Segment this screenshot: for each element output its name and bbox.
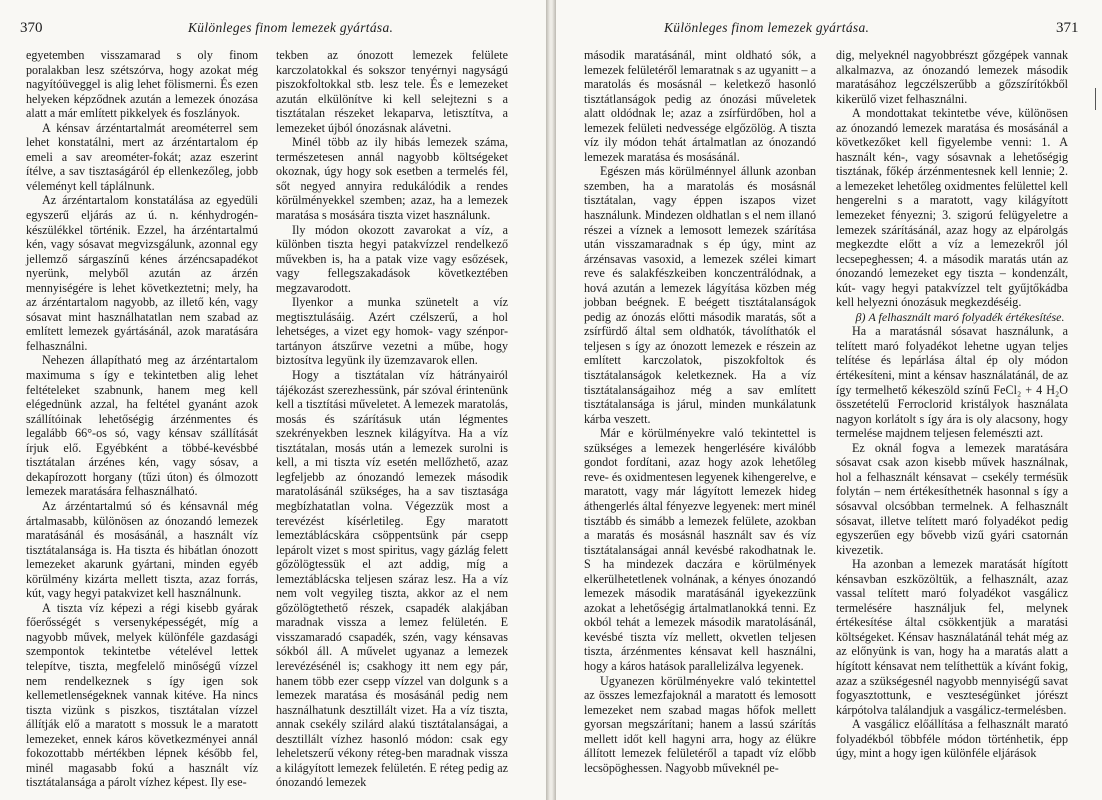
paragraph: Nehezen állapítható meg az árzéntartalom maximuma s így e tekintetben alig lehet feltételeket szabnunk, hanem meg kell elégednünk azzal, ha feltétel gyanánt azok szállítóinak lehetőségig árzénmentes és legalább 66°-os só, vagy kénsav szállítását írjuk elő. Egyébként a többé-kevésbbé tisztátalan árzénes kén, vagy sósav, a dekapírozott horgany (tűzi úton) és ólmozott lemezek maratására felhasználható. — [26, 353, 258, 499]
paragraph: Egészen más körülménnyel állunk azonban szemben, ha a maratolás és mosásnál tisztátalan, vagy éppen iszapos vizet használunk. Mindezen oldhatlan s el nem illanó részei a víznek a lemosott lemezek szárítása után visszamaradnak s ép úgy, mint az árzénsavas vasoxid, a lemezek szélei kimart reve és salakfészkeiben konczentrálódnak, a hová azután a lemezek lágyítása közben még jobban beégnek. E beégett tisztátalanságok pedig az ónozás előtti második maratás, sőt a zsírfürdő által sem oldhatók, távolíthatók el teljesen s így az ónozott lemezek e részein az említett karczolatok, piszokfoltok és tisztátalanságok keletkeznek. Ha a víz tisztátalanságaihoz még a sav említett tisztátalansága is járul, minden munkálatunk kárba veszett. — [584, 164, 816, 426]
paragraph: Az árzéntartalmú só és kénsavnál még ártalmasabb, különösen az ónozandó lemezek maratásánál és mosásánál, a használt víz tisztátalansága is. Ha tiszta és hibátlan ónozott lemezeket akarunk gyártani, minden egyéb körülmény kizárta mellett tiszta, azaz forrás, kút, vagy hegyi patakvizet kell használnunk. — [26, 498, 258, 601]
left-page — [0, 0, 546, 800]
paragraph: Minél több az ily hibás lemezek száma, természetesen annál nagyobb költségeket okoznak, úgy hogy sok esetben a termelés fél, sőt negyed annyira redukálódik a rendes körülményekkel szemben; azaz, ha a lemezek maratása s mosására tiszta vizet használunk. — [276, 135, 508, 223]
page-number-right: 371 — [1056, 20, 1079, 36]
paragraph: Ha a maratásnál sósavat használunk, a telített maró folyadékot lehetne ugyan teljes telítése és lepárlása által ép oly módon értékesíteni, mint a kénsav használatánál, de az így termelhető kékeszöld színű FeCl₂ + 4 H₂O összetételű Ferroclorid kristályok használata nagyon korlátolt s így ára is oly alacsony, hogy termelése majdnem teljesen felemészti azt. — [836, 324, 1068, 441]
paragraph: A vasgálicz előállítása a felhasznált marató folyadékból többféle módon történhetik, épp úgy, mint a hogy igen különféle eljárások — [836, 717, 1068, 761]
paragraph: Ha azonban a lemezek maratását hígított kénsavban eszközöltük, a felhasznált, azaz vassal telített maró folyadékot vasgálicz termelésére használjuk fel, melynek értékesítése által csökkentjük a maratási költségeket. Kénsav használatánál tehát még az az előnyünk is van, hogy ha a maratás alatt a hígított kénsavat nem telíthettük a kívánt fokig, azaz a szükségesnél nagyobb mennyiségű savat fogyasztottunk, e veszteségünket jórészt kárpótolva találandjuk a vasgálicz-termelésben. — [836, 557, 1068, 717]
right-column-2 — [836, 48, 1068, 761]
book-gutter — [546, 0, 556, 800]
paragraph: A tiszta víz képezi a régi kisebb gyárak főerősségét s versenyképességét, míg a nagyobb művek, melyek különféle gazdasági szempontok tekintetbe vételével lettek telepítve, tiszta, megfelelő minőségű vízzel nem rendelkeznek s így igen sok kellemetlenségeknek vannak kitéve. Ha nincs tiszta vizünk s piszkos, tisztátalan vízzel állítják elő a maratott s mossuk le a maratott lemezeket, ennek káros következményei annál fokozottabb mértékben lépnek később fel, minél magasabb fokú a használt víz tisztátalansága a párolt vízhez képest. Ily ese- — [26, 600, 258, 790]
paragraph: Az árzéntartalom konstatálása az egyedüli egyszerű eljárás az ú. n. kénhydrogén-készülékkel történik. Ezzel, ha árzéntartalmú kén, vagy sósavat megvizsgálunk, azonnal egy jellemző sárgaszínű kénes árzéncsapadékot nyerünk, melyből azután az árzén mennyiségére is lehet következtetni; mely, ha az árzéntartalom nagyobb, az illető kén, vagy sósavat mint használhatatlan nem szabad az említett lemezek gyártásánál, azok maratására felhasználni. — [26, 193, 258, 353]
paragraph: tekben az ónozott lemezek felülete karczolatokkal és sokszor tenyérnyi nagyságú piszokfoltokkal stb. lesz tele. És e lemezeket azután elkülönítve ki kell selejtezni s a tisztátalan részeket lekaparva, letisztítva, a lemezeket újból ónozásnak alávetni. — [276, 48, 508, 135]
paragraph: második maratásánál, mint oldható sók, a lemezek felületéről lemaratnak s az ugyanitt – a maratolás és mosásnál – keletkező hasonló tisztátlanságok pedig az ónozási műveletek alatt oldódnak le; azaz a zsírfürdőben, hol a lemezek felületi nedvessége elgőzölög. A tiszta víz ily módon tehát ártalmatlan az ónozandó lemezek maratása és mosásánál. — [584, 48, 816, 164]
paragraph: Ez oknál fogva a lemezek maratására sósavat csak azon kisebb művek használnak, hol a felhasznált kénsavat – csekély termésük folytán – nem értékesíthetnék hasonnal s így a sósavval olcsóbban termelnek. A felhasznált sósavat, illetve telített maró folyadékot pedig egyszerűen egy bővebb vizű gyári csatornán kivezetik. — [836, 440, 1068, 557]
left-column-1 — [26, 48, 258, 790]
left-column-2 — [276, 48, 508, 790]
paragraph: Ugyanezen körülményekre való tekintettel az összes lemezfajoknál a maratott és lemosott lemezeket nem szabad magas hőfok mellett gyorsan megszárítani; hanem a lassú szárítás mellett időt kell hagyni arra, hogy az élükre állított lemezek felületéről a tapadt víz előbb lecsöpöghessen. Nagyobb műveknél pe- — [584, 673, 816, 775]
paragraph: egyetemben visszamarad s oly finom poralakban lesz szétszórva, hogy azokat még nagyítóüveggel is alig lehet fölismerni. És ezen helyeken képződnek azután a lemezek ónozása alatt a már említett pikkelyek és foszlányok. — [26, 48, 258, 121]
paragraph: Hogy a tisztátalan víz hátrányairól tájékozást szerezhessünk, pár szóval érintenünk kell a tisztítási műveletet. A lemezek maratolás, mosás és szárításuk után légmentes szekrényekben lesznek kilágyítva. Ha a víz tisztátalan, mosás után a lemezek surolni is kell, a mi tiszta víz esetén mellőzhető, azaz legfeljebb az ónozandó lemezek második maratolásánál szükséges, ha a sav tisztasága megbízhatatlan volna. Végezzük most a terevézést kísérletileg. Egy maratott lemeztáblácskára csöppentsünk pár csepp lepárolt vizet s most spiritus, vagy gázlág felett gőzölögtessük el azt addig, míg a lemeztáblácska teljesen száraz lesz. Ha a víz nem volt vegyileg tiszta, akkor az el nem gőzölögtethető részek, csapadék alakjában maradnak vissza a lemez felületén. E visszamaradó csapadék, szén, vagy kénsavas sókból áll. A művelet ugyanaz a lemezek lerevézésénél is; csakhogy itt nem egy pár, hanem több ezer csepp vízzel van dolgunk s a lemezek maratása és mosásánál pedig nem használhatunk desztillált vizet. Ha a víz tiszta, annak csekély szilárd alakú tisztátalanságai, a desztillált vízhez hasonló módon: csak egy leheletszerű vékony réteg-ben maradnak vissza a kilágyított lemezek felületén. E réteg pedig az ónozandó lemezek — [276, 368, 508, 790]
paragraph: Már e körülményekre való tekintettel is szükséges a lemezek hengerlésére kiválóbb gondot fordítani, azaz hogy azok lehetőleg reve- és oxidmentesen legyenek kihengerelve, e maratott, vagy már lágyított lemezek hideg áthengerlés által fényezve legyenek: mert minél tisztább és simább a lemezek felülete, azokban a maratás és mosásnál használt sav és víz tisztátalanságai annál kevésbé rakodhatnak le. S ha mindezek daczára e körülmények elkerülhetetlenek volnának, a kényes ónozandó lemezek második maratásánál igyekezzünk azokat a lehetőségig ártalmatlanokká tenni. Ez okból tehát a lemezek második maratolásánál, kevésbé tiszta víz mellett, okvetlen teljesen tiszta, árzénmentes kénsavat kell használni, hogy a káros hatások parallelizálva legyenek. — [584, 426, 816, 673]
running-head-left: Különleges finom lemezek gyártása. — [188, 20, 394, 35]
paragraph: A mondottakat tekintetbe véve, különösen az ónozandó lemezek maratása és mosásánál a következőket kell figyelembe venni: 1. A használt kén-, vagy sósavnak a lehetőségig tisztának, főkép árzénmentesnek kell lennie; 2. a lemezeket lehetőleg oxidmentes felülettel kell hengerelni s a maratott, vagy kilágyított lemezeket fényezni; 3. szigorú felügyeletre a lemezek szárításánál, azaz hogy az elpárolgás megkezdte előtt a víz a lemezekről jól lecsepeghessen; 4. a második maratás után az ónozandó lemezeket egy tiszta – kondenzált, kút- vagy hegyi patakvízzel telt gyűjtőkádba kell helyezni ónozásuk megkezdéséig. — [836, 106, 1068, 310]
margin-pencil-mark — [1095, 88, 1096, 110]
paragraph: Ilyenkor a munka szünetelt a víz megtisztulásáig. Azért czélszerű, a hol lehetséges, a vizet egy homok- vagy szénpor-tartányon átszűrve vezetni a műbe, hogy biztosítva legyünk ily üzemzavarok ellen. — [276, 295, 508, 368]
right-column-1 — [584, 48, 816, 775]
running-head-right: Különleges finom lemezek gyártása. — [664, 20, 870, 35]
paragraph: Ily módon okozott zavarokat a víz, a különben tiszta hegyi patakvízzel rendelkező művekben is, ha a patak vize vagy esőzések, vagy fellegszakadások következtében megzavarodott. — [276, 222, 508, 295]
section-subheading: β) A felhasznált maró folyadék értékesítése. — [855, 309, 1065, 324]
page-number-left: 370 — [20, 20, 43, 36]
paragraph: A kénsav árzéntartalmát areométerrel sem lehet konstatálni, mert az árzéntartalom ép emeli a sav areométer-fokát; azaz eszerint ítélve, a sav tisztaságáról ép ellenkezőleg, jobb véleményt kell táplálnunk. — [26, 120, 258, 193]
right-page — [556, 0, 1102, 800]
paragraph: dig, melyeknél nagyobbrészt gőzgépek vannak alkalmazva, az ónozandó lemezek második maratásához legczélszerűbb a gőzszírítókből kikerülő vizet felhasználni. — [836, 48, 1068, 106]
